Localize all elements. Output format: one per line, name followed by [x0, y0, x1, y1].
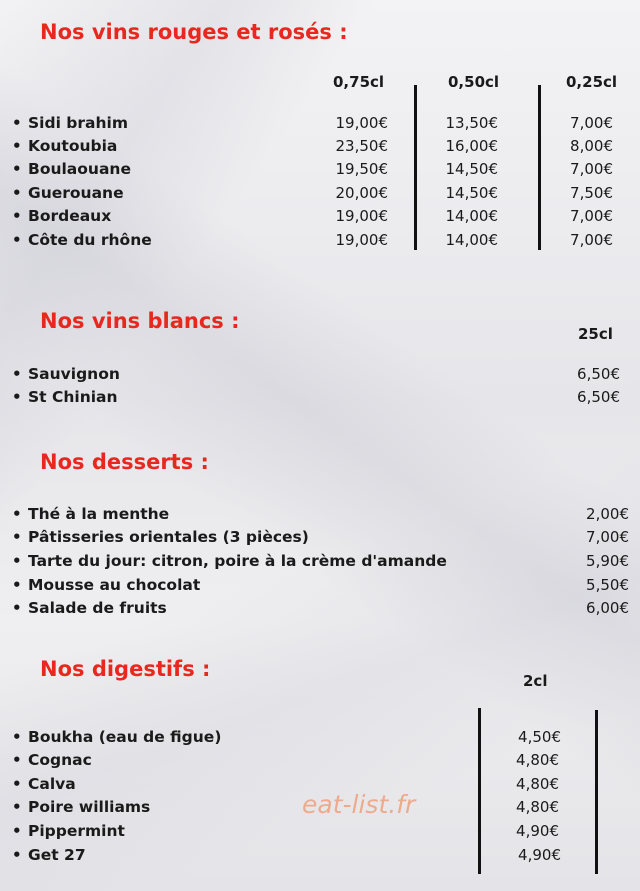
item-name: Guerouane: [28, 184, 124, 202]
menu-item: [0, 574, 640, 597]
bullet-icon: •: [12, 728, 22, 746]
column-header-2cl: 2cl: [523, 672, 548, 690]
price-025cl: 7,50€: [570, 184, 613, 202]
menu-item: [0, 820, 640, 843]
bullet-icon: •: [12, 775, 22, 793]
price-050cl: 14,00€: [445, 231, 498, 249]
menu-item: [0, 135, 640, 158]
section-title-desserts: Nos desserts :: [40, 450, 209, 474]
menu-item: [0, 597, 640, 620]
bullet-icon: •: [12, 388, 22, 406]
price-050cl: 16,00€: [445, 137, 498, 155]
bullet-icon: •: [12, 207, 22, 225]
bullet-icon: •: [12, 231, 22, 249]
item-price: 6,50€: [577, 388, 620, 406]
bullet-icon: •: [12, 528, 22, 546]
bullet-icon: •: [12, 505, 22, 523]
menu-item: [0, 363, 640, 386]
item-price: 7,00€: [586, 528, 629, 546]
section-title-digestifs: Nos digestifs :: [40, 657, 211, 681]
item-price: 5,90€: [586, 552, 629, 570]
item-name: Sidi brahim: [28, 114, 128, 132]
price-025cl: 7,00€: [570, 114, 613, 132]
menu-item: [0, 503, 640, 526]
item-name: Koutoubia: [28, 137, 118, 155]
section-title-white-wines: Nos vins blancs :: [40, 309, 240, 333]
menu-item: [0, 112, 640, 135]
column-header-075cl: 0,75cl: [333, 73, 385, 91]
item-name: Pâtisseries orientales (3 pièces): [28, 528, 309, 546]
item-name: Sauvignon: [28, 365, 120, 383]
menu-item: [0, 526, 640, 549]
price-050cl: 13,50€: [445, 114, 498, 132]
item-name: Salade de fruits: [28, 599, 167, 617]
column-header-050cl: 0,50cl: [448, 73, 500, 91]
price-025cl: 7,00€: [570, 231, 613, 249]
price-025cl: 8,00€: [570, 137, 613, 155]
item-name: Boulaouane: [28, 160, 131, 178]
menu-item: [0, 158, 640, 181]
item-name: Thé à la menthe: [28, 505, 170, 523]
bullet-icon: •: [12, 160, 22, 178]
item-price: 4,50€: [518, 728, 561, 746]
menu-item: [0, 182, 640, 205]
column-header-025cl: 0,25cl: [566, 73, 618, 91]
bullet-icon: •: [12, 798, 22, 816]
column-header-25cl: 25cl: [578, 325, 613, 343]
item-name: Boukha (eau de figue): [28, 728, 222, 746]
bullet-icon: •: [12, 576, 22, 594]
item-name: Cognac: [28, 751, 92, 769]
item-name: Get 27: [28, 846, 86, 864]
item-name: St Chinian: [28, 388, 118, 406]
item-price: 5,50€: [586, 576, 629, 594]
section-title-red-wines: Nos vins rouges et rosés :: [40, 20, 348, 44]
price-025cl: 7,00€: [570, 207, 613, 225]
menu-item: [0, 205, 640, 228]
price-075cl: 19,50€: [335, 160, 388, 178]
item-price: 4,80€: [516, 775, 559, 793]
bullet-icon: •: [12, 365, 22, 383]
price-075cl: 20,00€: [335, 184, 388, 202]
item-name: Côte du rhône: [28, 231, 152, 249]
item-name: Bordeaux: [28, 207, 112, 225]
menu-item: [0, 229, 640, 252]
menu-item: [0, 386, 640, 409]
price-050cl: 14,50€: [445, 184, 498, 202]
item-name: Poire williams: [28, 798, 151, 816]
item-name: Calva: [28, 775, 76, 793]
bullet-icon: •: [12, 114, 22, 132]
bullet-icon: •: [12, 822, 22, 840]
item-price: 4,90€: [518, 846, 561, 864]
price-025cl: 7,00€: [570, 160, 613, 178]
menu-item: [0, 726, 640, 749]
item-price: 4,80€: [516, 798, 559, 816]
price-050cl: 14,50€: [445, 160, 498, 178]
item-price: 6,50€: [577, 365, 620, 383]
bullet-icon: •: [12, 599, 22, 617]
menu-item: [0, 844, 640, 867]
item-price: 4,80€: [516, 751, 559, 769]
item-price: 4,90€: [516, 822, 559, 840]
item-price: 6,00€: [586, 599, 629, 617]
price-050cl: 14,00€: [445, 207, 498, 225]
price-075cl: 19,00€: [335, 114, 388, 132]
bullet-icon: •: [12, 137, 22, 155]
item-name: Tarte du jour: citron, poire à la crème d'amande: [28, 552, 447, 570]
bullet-icon: •: [12, 552, 22, 570]
watermark: eat-list.fr: [302, 790, 416, 819]
bullet-icon: •: [12, 184, 22, 202]
item-name: Mousse au chocolat: [28, 576, 201, 594]
menu-item: [0, 550, 640, 573]
menu-item: [0, 749, 640, 772]
item-name: Pippermint: [28, 822, 125, 840]
price-075cl: 23,50€: [335, 137, 388, 155]
item-price: 2,00€: [586, 505, 629, 523]
bullet-icon: •: [12, 846, 22, 864]
price-075cl: 19,00€: [335, 231, 388, 249]
bullet-icon: •: [12, 751, 22, 769]
price-075cl: 19,00€: [335, 207, 388, 225]
